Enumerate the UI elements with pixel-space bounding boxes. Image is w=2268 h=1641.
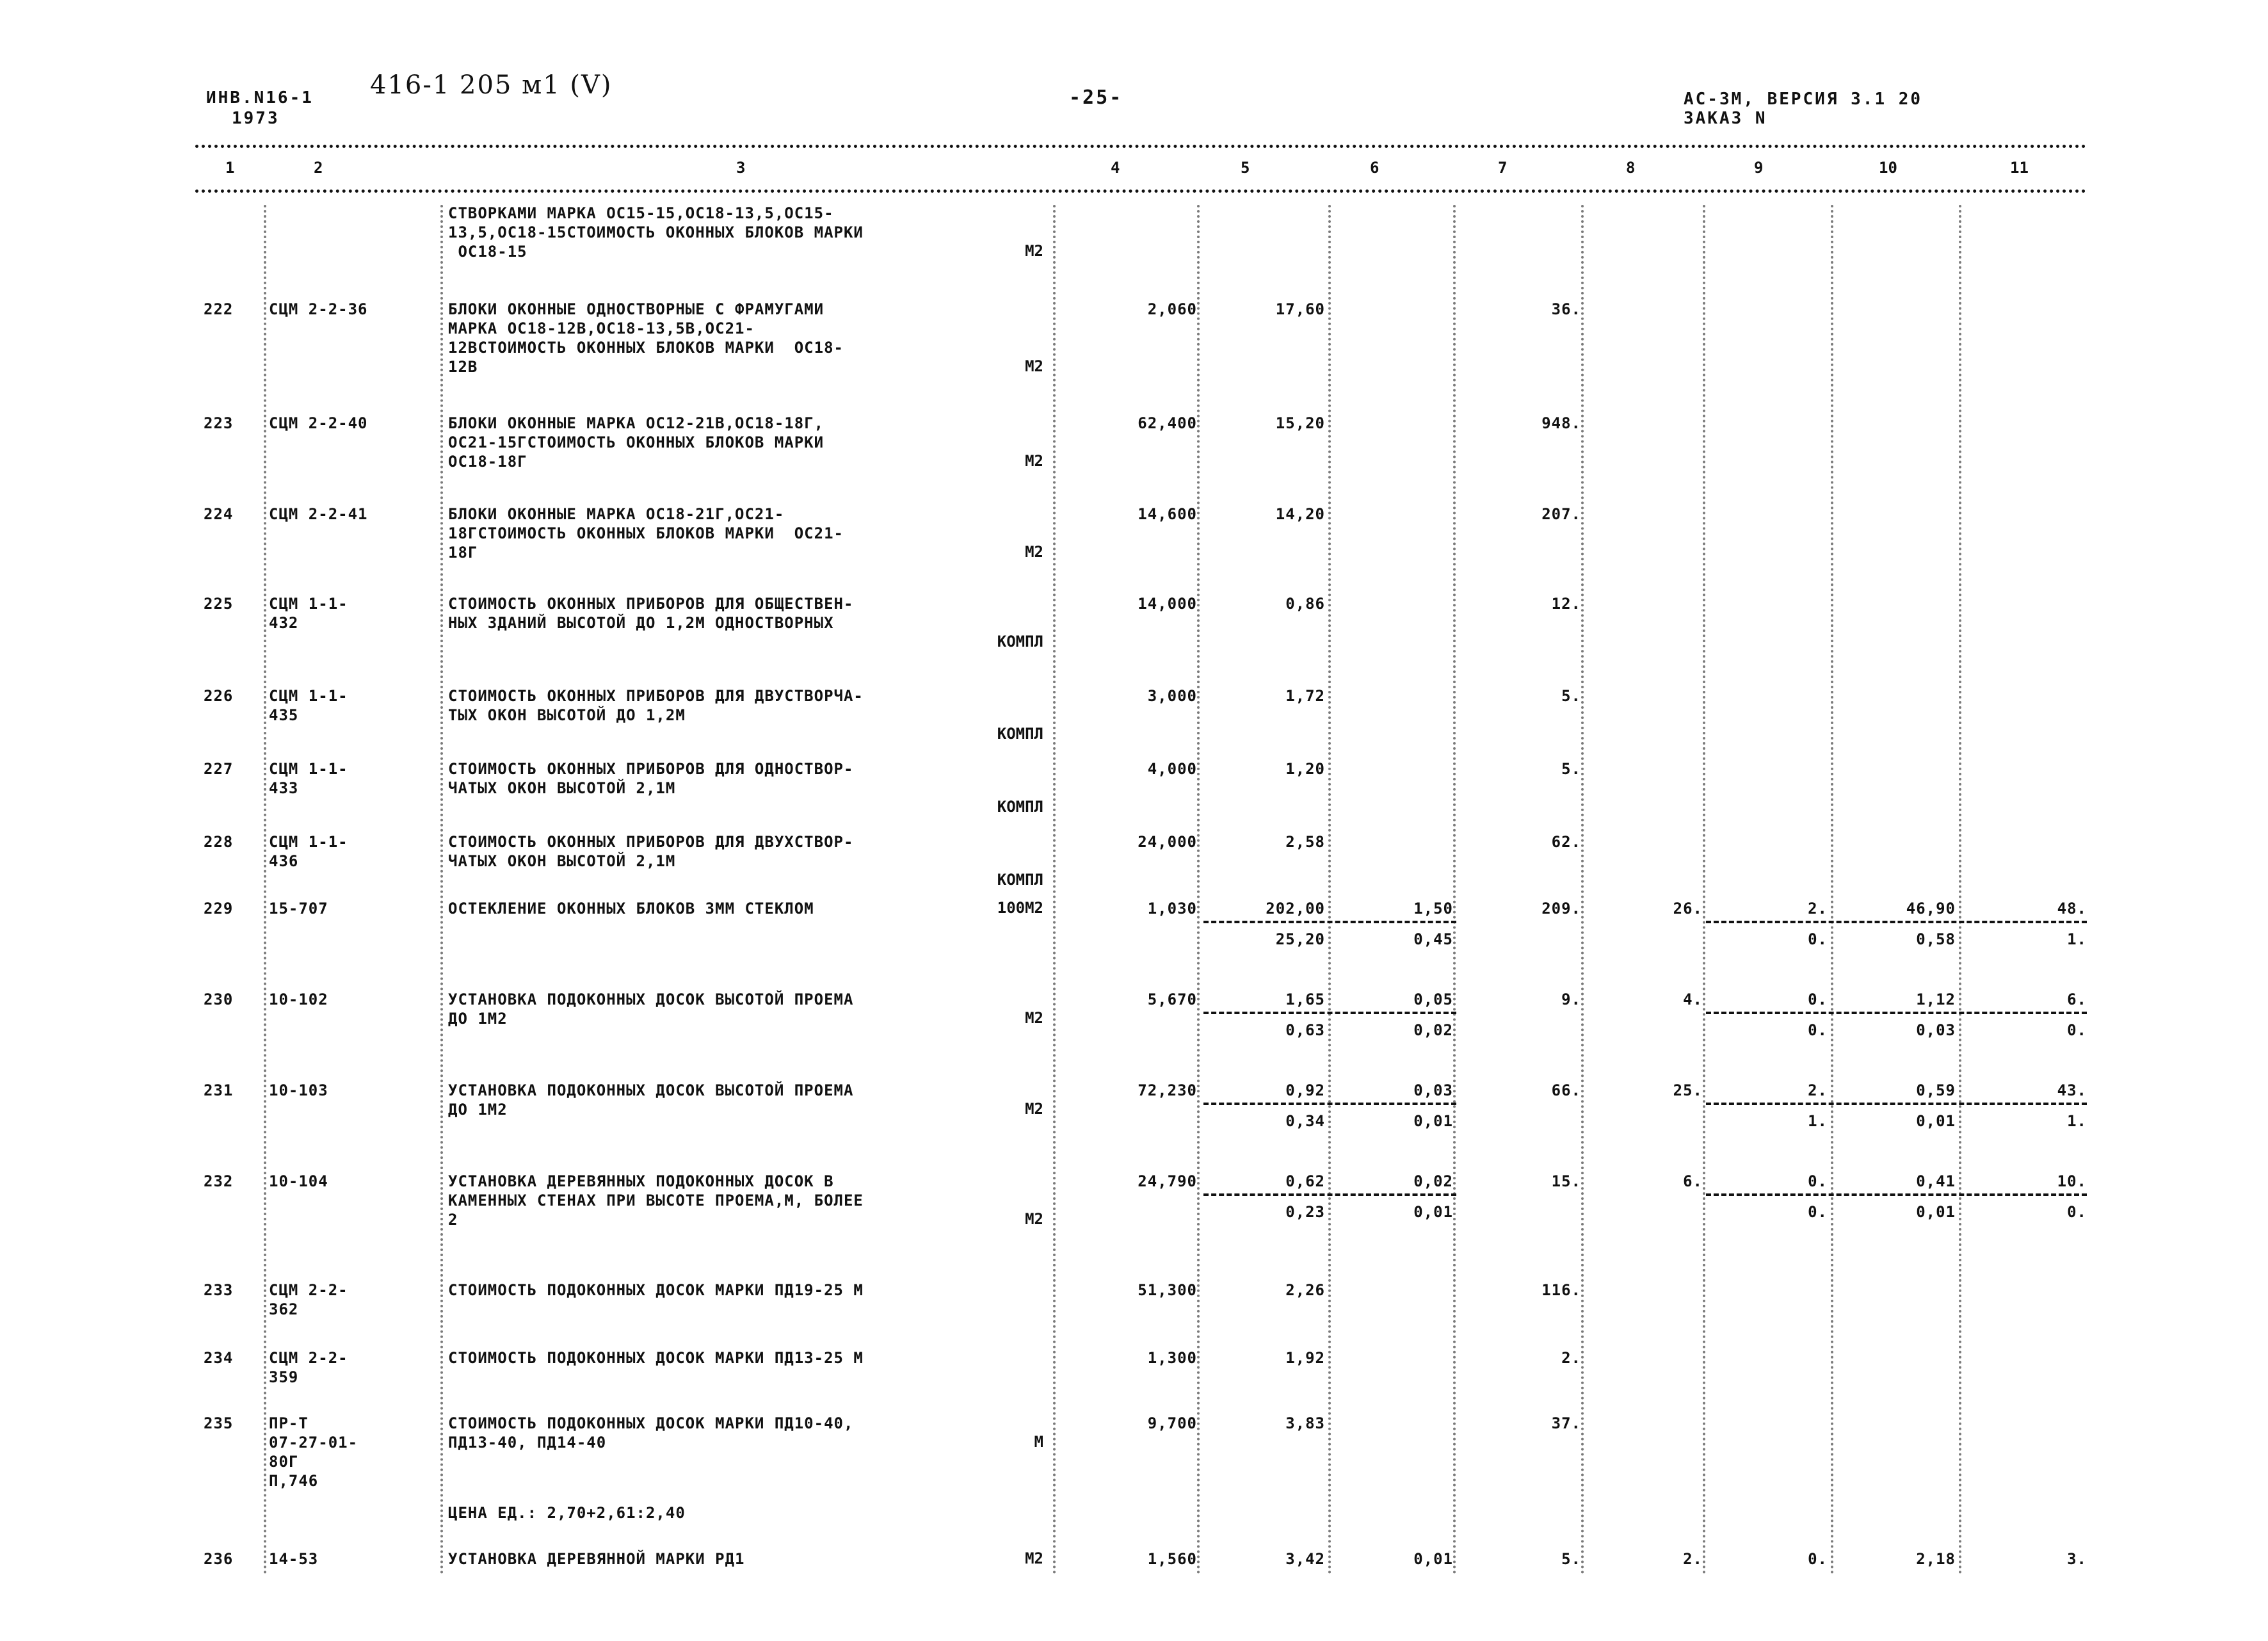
row-code: СЦМ 1-1- — [269, 687, 348, 705]
cell-c4: 72,230 — [1138, 1081, 1197, 1099]
row-code: СЦМ 1-1- — [269, 833, 348, 851]
cell-c4: 62,400 — [1138, 414, 1197, 432]
row-code: 15-707 — [269, 900, 328, 918]
cell-c7: 207. — [1541, 505, 1581, 523]
row-description: ПД13-40, ПД14-40 — [448, 1434, 607, 1451]
handwritten-code: 416-1 205 м1 (V) — [370, 70, 613, 100]
cell-c7: 12. — [1551, 595, 1581, 613]
column-separator — [264, 205, 266, 1575]
row-description: 12ВСТОИМОСТЬ ОКОННЫХ БЛОКОВ МАРКИ ОС18- — [448, 339, 844, 357]
cell-c5: 1,20 — [1285, 760, 1325, 778]
cell-c4: 1,560 — [1147, 1550, 1197, 1568]
subrow-divider — [1706, 921, 2087, 923]
cell-c10b: 0,03 — [1916, 1021, 1956, 1039]
cell-c9: 0. — [1808, 990, 1828, 1008]
row-code: 10-104 — [269, 1172, 328, 1190]
cell-c7: 9. — [1561, 990, 1581, 1008]
cell-c10b: 0,01 — [1916, 1203, 1956, 1221]
header-rule — [195, 190, 2087, 193]
row-number: 228 — [204, 833, 234, 851]
row-unit: 100М2 — [997, 899, 1043, 917]
row-code: 362 — [269, 1300, 299, 1318]
cell-c5: 0,62 — [1285, 1172, 1325, 1190]
row-number: 223 — [204, 414, 234, 432]
row-description: НЫХ ЗДАНИЙ ВЫСОТОЙ ДО 1,2М ОДНОСТВОРНЫХ — [448, 614, 834, 632]
row-unit: М2 — [1025, 452, 1043, 470]
cell-c5: 1,92 — [1285, 1349, 1325, 1367]
row-number: 226 — [204, 687, 234, 705]
row-description: СТОИМОСТЬ ОКОННЫХ ПРИБОРОВ ДЛЯ ОБЩЕСТВЕН- — [448, 595, 854, 613]
row-code: ПР-Т — [269, 1414, 309, 1432]
row-code: СЦМ 1-1- — [269, 760, 348, 778]
cell-c11b: 0. — [2067, 1021, 2087, 1039]
cell-c11b: 1. — [2067, 930, 2087, 948]
cell-c6: 0,01 — [1413, 1550, 1453, 1568]
row-description: СТОИМОСТЬ ПОДОКОННЫХ ДОСОК МАРКИ ПД10-40, — [448, 1414, 854, 1432]
row-description: УСТАНОВКА ДЕРЕВЯННОЙ МАРКИ РД1 — [448, 1550, 745, 1568]
unit-price-note: ЦЕНА ЕД.: 2,70+2,61:2,40 — [448, 1504, 686, 1522]
row-description: 18Г — [448, 544, 478, 562]
cell-c8: 26. — [1673, 900, 1703, 918]
row-description: БЛОКИ ОКОННЫЕ МАРКА ОС18-21Г,ОС21- — [448, 505, 785, 523]
cell-c7: 209. — [1541, 900, 1581, 918]
cell-c6: 0,05 — [1413, 990, 1453, 1008]
continued-desc-1: СТВОРКАМИ МАРКА ОС15-15,ОС18-13,5,ОС15- — [448, 204, 834, 222]
cell-c5: 202,00 — [1266, 900, 1325, 918]
row-number: 234 — [204, 1349, 234, 1367]
cell-c5b: 0,23 — [1285, 1203, 1325, 1221]
cell-c10: 1,12 — [1916, 990, 1956, 1008]
row-number: 227 — [204, 760, 234, 778]
cell-c8: 4. — [1683, 990, 1703, 1008]
cell-c5b: 0,63 — [1285, 1021, 1325, 1039]
cell-c11b: 0. — [2067, 1203, 2087, 1221]
cell-c11: 43. — [2057, 1081, 2087, 1099]
cell-c9: 2. — [1808, 900, 1828, 918]
cell-c8: 25. — [1673, 1081, 1703, 1099]
row-code: СЦМ 2-2- — [269, 1349, 348, 1367]
column-separator — [1453, 205, 1456, 1575]
row-description: ЧАТЫХ ОКОН ВЫСОТОЙ 2,1М — [448, 779, 676, 797]
row-unit: КОМПЛ — [997, 725, 1043, 743]
row-unit: М2 — [1025, 1009, 1043, 1027]
cell-c9: 0. — [1808, 1172, 1828, 1190]
row-number: 224 — [204, 505, 234, 523]
column-separator — [1959, 205, 1961, 1575]
row-description: УСТАНОВКА ПОДОКОННЫХ ДОСОК ВЫСОТОЙ ПРОЕМА — [448, 1081, 854, 1099]
cell-c10: 0,59 — [1916, 1081, 1956, 1099]
subrow-divider — [1706, 1012, 2087, 1014]
cell-c4: 5,670 — [1147, 990, 1197, 1008]
program-version: АС-3М, ВЕРСИЯ 3.1 20 — [1684, 90, 1923, 109]
cell-c5b: 25,20 — [1275, 930, 1325, 948]
cell-c10: 2,18 — [1916, 1550, 1956, 1568]
cell-c7: 66. — [1551, 1081, 1581, 1099]
cell-c7: 15. — [1551, 1172, 1581, 1190]
row-description: 2 — [448, 1211, 458, 1229]
column-separator — [1581, 205, 1584, 1575]
cell-c6: 1,50 — [1413, 900, 1453, 918]
cell-c11: 48. — [2057, 900, 2087, 918]
top-rule — [195, 145, 2087, 148]
cell-c11: 3. — [2067, 1550, 2087, 1568]
row-code: 436 — [269, 852, 299, 870]
row-description: 12В — [448, 358, 478, 376]
cell-c5: 1,72 — [1285, 687, 1325, 705]
row-number: 233 — [204, 1281, 234, 1299]
column-separator — [1053, 205, 1056, 1575]
cell-c6b: 0,02 — [1413, 1021, 1453, 1039]
cell-c5: 2,58 — [1285, 833, 1325, 851]
column-separator — [1197, 205, 1200, 1575]
cell-c4: 9,700 — [1147, 1414, 1197, 1432]
row-code: 14-53 — [269, 1550, 319, 1568]
row-code: 80Г — [269, 1453, 299, 1471]
row-description: СТОИМОСТЬ ПОДОКОННЫХ ДОСОК МАРКИ ПД19-25 М — [448, 1281, 864, 1299]
row-code: 359 — [269, 1368, 299, 1386]
row-number: 229 — [204, 900, 234, 918]
row-unit: М — [1034, 1433, 1043, 1451]
cell-c7: 36. — [1551, 300, 1581, 318]
row-number: 236 — [204, 1550, 234, 1568]
cell-c10: 0,41 — [1916, 1172, 1956, 1190]
cell-c9b: 0. — [1808, 930, 1828, 948]
cell-c6: 0,03 — [1413, 1081, 1453, 1099]
cell-c4: 1,030 — [1147, 900, 1197, 918]
col-header-6: 6 — [1370, 159, 1379, 177]
cell-c7: 5. — [1561, 1550, 1581, 1568]
row-description: СТОИМОСТЬ ОКОННЫХ ПРИБОРОВ ДЛЯ ДВУХСТВОР- — [448, 833, 854, 851]
cell-c6b: 0,01 — [1413, 1112, 1453, 1130]
column-separator — [440, 205, 443, 1575]
continued-unit: М2 — [1025, 242, 1043, 260]
row-unit: КОМПЛ — [997, 633, 1043, 651]
cell-c5: 2,26 — [1285, 1281, 1325, 1299]
col-header-8: 8 — [1626, 159, 1636, 177]
cell-c9b: 0. — [1808, 1203, 1828, 1221]
row-description: ДО 1М2 — [448, 1010, 508, 1028]
row-description: СТОИМОСТЬ ПОДОКОННЫХ ДОСОК МАРКИ ПД13-25 М — [448, 1349, 864, 1367]
cell-c5: 1,65 — [1285, 990, 1325, 1008]
cell-c4: 51,300 — [1138, 1281, 1197, 1299]
cell-c6b: 0,01 — [1413, 1203, 1453, 1221]
cell-c9b: 0. — [1808, 1021, 1828, 1039]
col-header-2: 2 — [314, 159, 323, 177]
cell-c6b: 0,45 — [1413, 930, 1453, 948]
row-description: ОС21-15ГСТОИМОСТЬ ОКОННЫХ БЛОКОВ МАРКИ — [448, 433, 824, 451]
row-unit: М2 — [1025, 1210, 1043, 1228]
cell-c7: 37. — [1551, 1414, 1581, 1432]
cell-c4: 14,000 — [1138, 595, 1197, 613]
col-header-7: 7 — [1498, 159, 1508, 177]
cell-c4: 24,790 — [1138, 1172, 1197, 1190]
col-header-3: 3 — [736, 159, 746, 177]
row-unit: М2 — [1025, 1100, 1043, 1118]
row-code: 435 — [269, 706, 299, 724]
cell-c5: 3,42 — [1285, 1550, 1325, 1568]
row-code: 10-103 — [269, 1081, 328, 1099]
cell-c10b: 0,58 — [1916, 930, 1956, 948]
cell-c7: 2. — [1561, 1349, 1581, 1367]
cell-c8: 2. — [1683, 1550, 1703, 1568]
row-description: МАРКА ОС18-12В,ОС18-13,5В,ОС21- — [448, 319, 755, 337]
row-number: 232 — [204, 1172, 234, 1190]
row-code: 10-102 — [269, 990, 328, 1008]
cell-c5: 17,60 — [1275, 300, 1325, 318]
continued-desc-2: 13,5,ОС18-15СТОИМОСТЬ ОКОННЫХ БЛОКОВ МАРКИ — [448, 223, 864, 241]
cell-c11b: 1. — [2067, 1112, 2087, 1130]
row-code: СЦМ 2-2-36 — [269, 300, 368, 318]
cell-c10: 46,90 — [1906, 900, 1956, 918]
col-header-9: 9 — [1754, 159, 1764, 177]
row-unit: М2 — [1025, 543, 1043, 561]
row-description: СТОИМОСТЬ ОКОННЫХ ПРИБОРОВ ДЛЯ ОДНОСТВОР- — [448, 760, 854, 778]
row-code: 432 — [269, 614, 299, 632]
column-separator — [1703, 205, 1705, 1575]
subrow-divider — [1706, 1103, 2087, 1105]
cell-c5: 0,86 — [1285, 595, 1325, 613]
cell-c5b: 0,34 — [1285, 1112, 1325, 1130]
row-number: 222 — [204, 300, 234, 318]
row-description: ЧАТЫХ ОКОН ВЫСОТОЙ 2,1М — [448, 852, 676, 870]
row-description: ТЫХ ОКОН ВЫСОТОЙ ДО 1,2М — [448, 706, 686, 724]
row-code: СЦМ 2-2-41 — [269, 505, 368, 523]
cell-c4: 24,000 — [1138, 833, 1197, 851]
row-number: 235 — [204, 1414, 234, 1432]
inventory-code: ИНВ.N16-1 — [206, 88, 314, 108]
page-number: -25- — [1069, 86, 1123, 109]
row-number: 231 — [204, 1081, 234, 1099]
row-description: УСТАНОВКА ПОДОКОННЫХ ДОСОК ВЫСОТОЙ ПРОЕМА — [448, 990, 854, 1008]
col-header-10: 10 — [1879, 159, 1897, 177]
cell-c5: 0,92 — [1285, 1081, 1325, 1099]
row-code: 07-27-01- — [269, 1434, 358, 1451]
column-separator — [1328, 205, 1331, 1575]
row-number: 230 — [204, 990, 234, 1008]
subrow-divider — [1706, 1193, 2087, 1196]
col-header-1: 1 — [225, 159, 235, 177]
row-code: СЦМ 2-2-40 — [269, 414, 368, 432]
cell-c10b: 0,01 — [1916, 1112, 1956, 1130]
cell-c5: 14,20 — [1275, 505, 1325, 523]
row-unit: М2 — [1025, 1549, 1043, 1567]
row-description: БЛОКИ ОКОННЫЕ МАРКА ОС12-21В,ОС18-18Г, — [448, 414, 824, 432]
cell-c4: 1,300 — [1147, 1349, 1197, 1367]
col-header-4: 4 — [1111, 159, 1120, 177]
row-code: СЦМ 1-1- — [269, 595, 348, 613]
cell-c4: 2,060 — [1147, 300, 1197, 318]
cell-c7: 948. — [1541, 414, 1581, 432]
cell-c9b: 1. — [1808, 1112, 1828, 1130]
cell-c5: 3,83 — [1285, 1414, 1325, 1432]
cell-c9: 2. — [1808, 1081, 1828, 1099]
cell-c4: 14,600 — [1138, 505, 1197, 523]
row-code: 433 — [269, 779, 299, 797]
order-number: ЗАКАЗ N — [1684, 109, 1767, 128]
cell-c7: 5. — [1561, 760, 1581, 778]
cell-c7: 62. — [1551, 833, 1581, 851]
column-separator — [1831, 205, 1833, 1575]
row-description: ДО 1М2 — [448, 1101, 508, 1119]
row-description: 18ГСТОИМОСТЬ ОКОННЫХ БЛОКОВ МАРКИ ОС21- — [448, 524, 844, 542]
cell-c6: 0,02 — [1413, 1172, 1453, 1190]
col-header-5: 5 — [1241, 159, 1250, 177]
cell-c11: 6. — [2067, 990, 2087, 1008]
row-code: СЦМ 2-2- — [269, 1281, 348, 1299]
row-code: П,746 — [269, 1472, 319, 1490]
year: 1973 — [232, 109, 280, 128]
row-description: СТОИМОСТЬ ОКОННЫХ ПРИБОРОВ ДЛЯ ДВУСТВОРЧА- — [448, 687, 864, 705]
row-unit: М2 — [1025, 357, 1043, 375]
cell-c4: 3,000 — [1147, 687, 1197, 705]
cell-c9: 0. — [1808, 1550, 1828, 1568]
cell-c7: 5. — [1561, 687, 1581, 705]
continued-desc-3: ОС18-15 — [448, 243, 527, 261]
col-header-11: 11 — [2010, 159, 2029, 177]
row-description: УСТАНОВКА ДЕРЕВЯННЫХ ПОДОКОННЫХ ДОСОК В — [448, 1172, 834, 1190]
row-description: ОСТЕКЛЕНИЕ ОКОННЫХ БЛОКОВ 3ММ СТЕКЛОМ — [448, 900, 814, 918]
row-description: БЛОКИ ОКОННЫЕ ОДНОСТВОРНЫЕ С ФРАМУГАМИ — [448, 300, 824, 318]
row-unit: КОМПЛ — [997, 871, 1043, 889]
row-unit: КОМПЛ — [997, 798, 1043, 816]
row-description: ОС18-18Г — [448, 453, 527, 471]
cell-c7: 116. — [1541, 1281, 1581, 1299]
cell-c11: 10. — [2057, 1172, 2087, 1190]
cell-c4: 4,000 — [1147, 760, 1197, 778]
row-number: 225 — [204, 595, 234, 613]
cell-c5: 15,20 — [1275, 414, 1325, 432]
row-description: КАМЕННЫХ СТЕНАХ ПРИ ВЫСОТЕ ПРОЕМА,М, БОЛЕЕ — [448, 1192, 864, 1209]
cell-c8: 6. — [1683, 1172, 1703, 1190]
